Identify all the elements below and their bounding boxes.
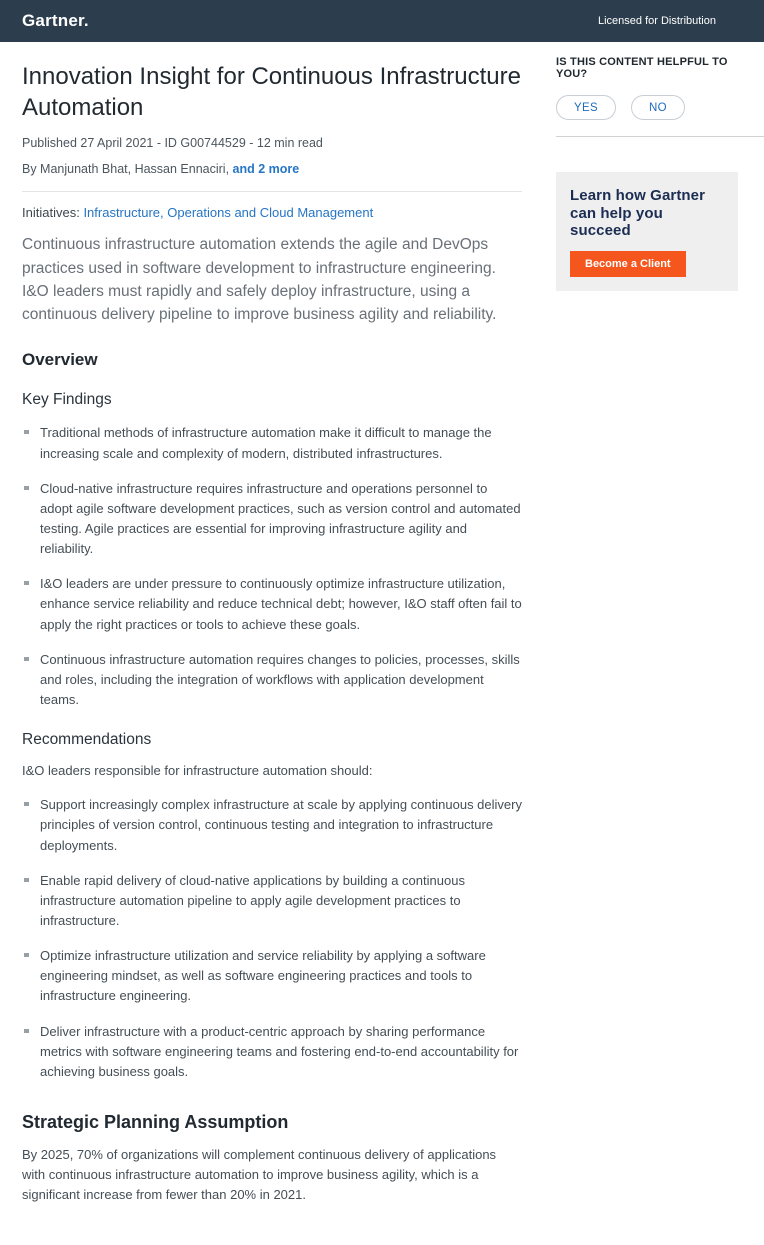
gartner-logo[interactable]: Gartner. — [22, 11, 89, 30]
key-findings-heading: Key Findings — [22, 391, 112, 409]
article-summary: Continuous infrastructure automation extends the agile and DevOps practices used in software development to infrastructure engineering. I&O leaders must rapidly and safely deploy infrastructure, using a continuous delivery pipeline to improve business agility and reliability. — [22, 236, 497, 324]
list-item-text: I&O leaders are under pressure to continuously optimize infrastructure utilization, enhance service reliability and reduce technical debt; however, I&O staff often fail to apply the right practices or tools to achieve these goals. — [40, 576, 522, 632]
strategic-planning-assumption-heading: Strategic Planning Assumption — [22, 1111, 289, 1132]
bullet-icon — [24, 953, 29, 957]
bullet-icon — [24, 430, 29, 434]
initiatives-link[interactable]: Infrastructure, Operations and Cloud Management — [83, 205, 374, 221]
promo-title — [570, 187, 726, 240]
become-a-client-button[interactable]: Become a Client — [570, 251, 686, 277]
bullet-icon — [24, 657, 29, 661]
article-meta: Published 27 April 2021 - ID G00744529 - 12 min read — [22, 136, 323, 151]
list-item-text: Traditional methods of infrastructure automation make it difficult to manage the increasing scale and complexity of modern, distributed infrastructures. — [40, 425, 492, 461]
list-item — [22, 574, 522, 634]
yes-button[interactable]: YES — [556, 95, 616, 120]
promo-title-line2: can help you succeed — [570, 204, 663, 240]
list-item-text: Enable rapid delivery of cloud-native applications by building a continuous infrastructure automation pipeline to apply agile development practices to infrastructure. — [40, 872, 465, 928]
recommendations-list — [22, 795, 522, 1082]
licensed-for-distribution-label: Licensed for Distribution — [597, 15, 716, 27]
page-layout — [0, 42, 764, 1245]
bullet-icon — [24, 486, 29, 490]
byline — [22, 162, 522, 176]
sidebar-divider — [556, 136, 764, 137]
overview-heading: Overview — [22, 350, 98, 370]
byline-divider — [22, 191, 522, 192]
promo-card — [556, 172, 738, 291]
recommendations-heading: Recommendations — [22, 731, 152, 749]
top-bar — [0, 0, 764, 42]
bullet-icon — [24, 1029, 29, 1033]
list-item — [22, 650, 522, 710]
bullet-icon — [24, 581, 29, 585]
list-item — [22, 871, 522, 931]
list-item — [22, 479, 522, 560]
list-item-text: Continuous infrastructure automation requires changes to policies, processes, skills and roles, including the integration of workflows with application development teams. — [40, 651, 520, 707]
article-column — [0, 42, 538, 1245]
list-item — [22, 946, 522, 1006]
list-item-text: Cloud-native infrastructure requires infrastructure and operations personnel to adopt agile software development practices, such as version control and automated testing. Agile practices are essential for improving infrastructure agility and reliability. — [40, 480, 521, 557]
feedback-buttons — [556, 95, 738, 120]
no-button[interactable]: NO — [631, 95, 685, 120]
initiatives-label: Initiatives: — [22, 205, 80, 221]
list-item — [22, 423, 522, 463]
bullet-icon — [24, 802, 29, 806]
byline-authors: By Manjunath Bhat, Hassan Ennaciri, — [22, 162, 230, 177]
bullet-icon — [24, 878, 29, 882]
strategic-planning-assumption-text: By 2025, 70% of organizations will complement continuous delivery of applications with continuous infrastructure automation to improve business agility, which is a significant increase from fewer than 20% in 2021. — [22, 1146, 497, 1203]
list-item-text: Support increasingly complex infrastructure at scale by applying continuous delivery principles of version control, continuous testing and integration to infrastructure deployments. — [40, 797, 522, 853]
sidebar — [538, 42, 764, 291]
promo-title-line1: Learn how Gartner — [570, 187, 706, 204]
feedback-question: IS THIS CONTENT HELPFUL TO YOU? — [556, 56, 728, 80]
initiatives-row — [22, 205, 522, 220]
page-title: Innovation Insight for Continuous Infrastructure Automation — [22, 63, 521, 121]
recommendations-intro: I&O leaders responsible for infrastructure automation should: — [22, 763, 373, 779]
list-item — [22, 1022, 522, 1082]
list-item — [22, 795, 522, 855]
list-item-text: Optimize infrastructure utilization and service reliability by applying a software engineering mindset, as well as software engineering practices and tools to infrastructure engineering. — [40, 948, 486, 1004]
key-findings-list — [22, 423, 522, 710]
more-authors-link[interactable]: and 2 more — [232, 162, 300, 177]
list-item-text: Deliver infrastructure with a product-centric approach by sharing performance metrics with software engineering teams and fostering end-to-end accountability for achieving business goals. — [40, 1023, 519, 1079]
